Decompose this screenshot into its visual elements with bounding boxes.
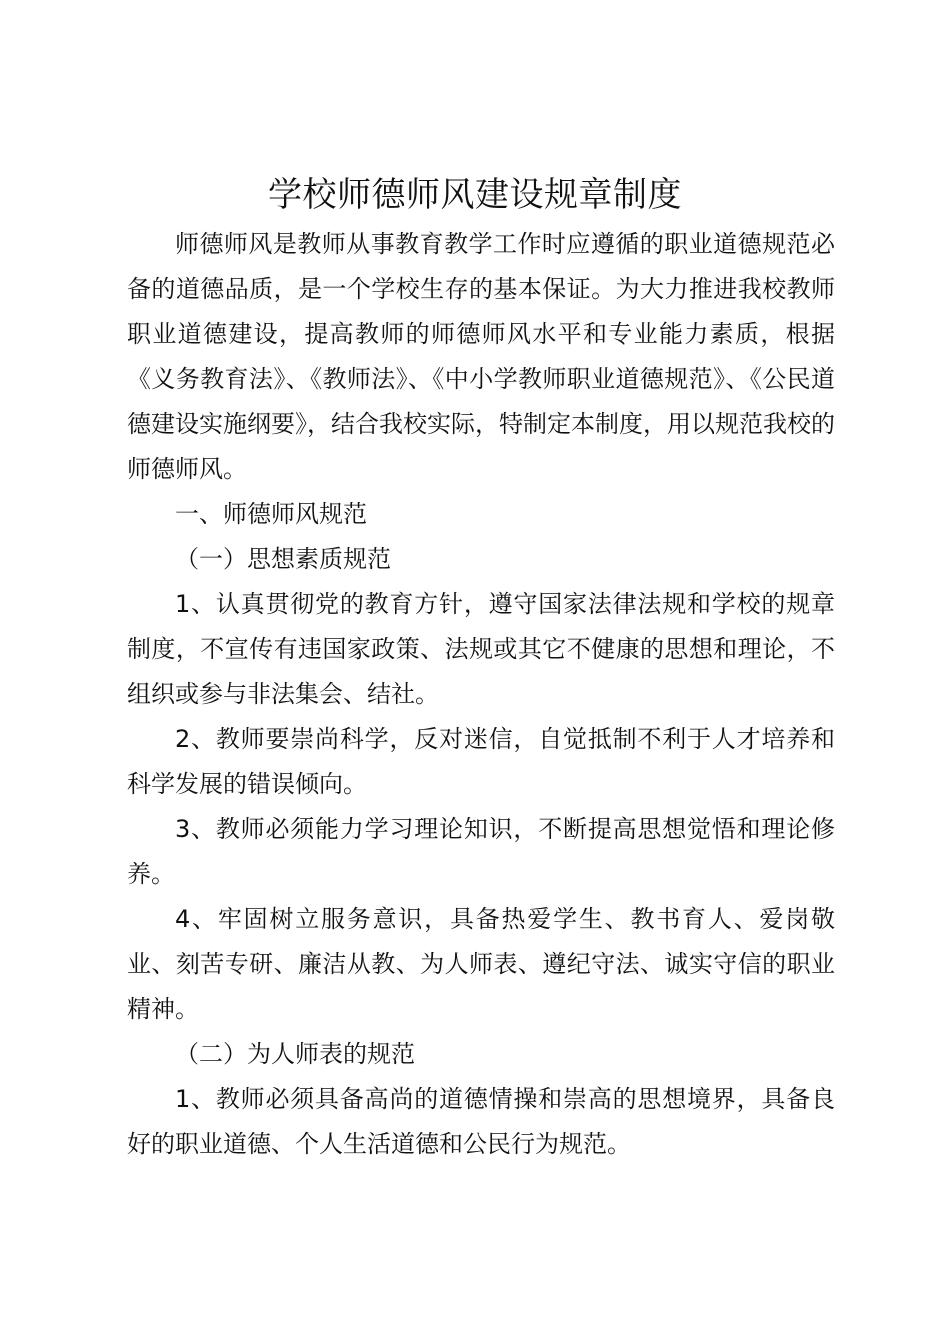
intro-paragraph: 师德师风是教师从事教育教学工作时应遵循的职业道德规范必备的道德品质，是一个学校生存的基本保证。为大力推进我校教师职业道德建设，提高教师的师德师风水平和专业能力素质，根据《义务教育法》、《教师法》、《中小学教师职业道德规范》、《公民道德建设实施纲要》，结合我校实际，特制定本制度，用以规范我校的师德师风。 (127, 230, 835, 483)
clause-1-2: 2、教师要崇尚科学，反对迷信，自觉抵制不利于人才培养和科学发展的错误倾向。 (127, 725, 835, 798)
clause-1-4: 4、牢固树立服务意识，具备热爱学生、教书育人、爱岗敬业、刻苦专研、廉洁从教、为人师表、遵纪守法、诚实守信的职业精神。 (127, 905, 835, 1023)
subsection-heading-2: （二）为人师表的规范 (175, 1040, 415, 1068)
document-body (127, 222, 835, 1167)
clause-1-1: 1、认真贯彻党的教育方针，遵守国家法律法规和学校的规章制度，不宣传有违国家政策、法规或其它不健康的思想和理论，不组织或参与非法集会、结社。 (127, 590, 835, 708)
document-title: 学校师德师风建设规章制度 (268, 175, 682, 215)
subsection-heading-1: （一）思想素质规范 (175, 545, 391, 573)
section-heading-1: 一、师德师风规范 (175, 500, 367, 528)
clause-1-3: 3、教师必须能力学习理论知识，不断提高思想觉悟和理论修养。 (127, 815, 835, 888)
clause-2-1: 1、教师必须具备高尚的道德情操和崇高的思想境界，具备良好的职业道德、个人生活道德和公民行为规范。 (127, 1085, 835, 1158)
